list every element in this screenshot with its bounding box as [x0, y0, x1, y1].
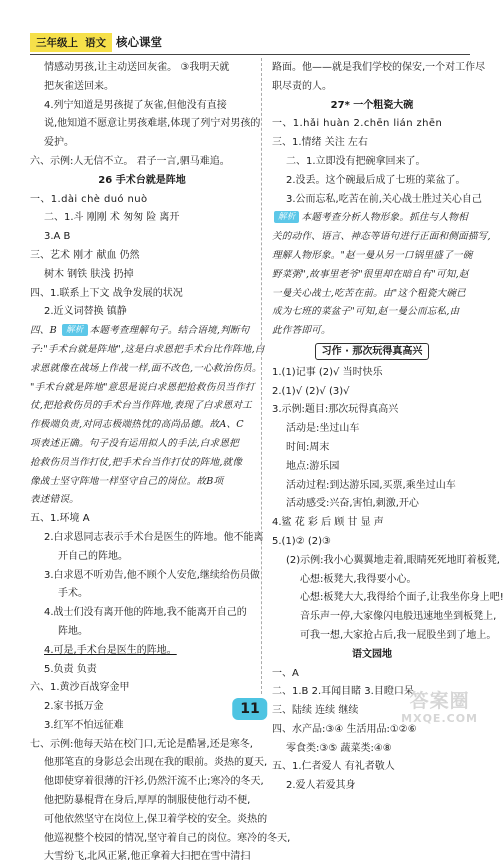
answer-line: 二、1.立即没有把碗拿回来了。 [286, 155, 426, 167]
answer-line: 四、B 解析 本题考查理解句子。结合语境,判断句 [30, 325, 250, 337]
answer-line: 子:"手术台就是阵地",这是白求恩把手术台比作阵地,白 [30, 343, 265, 355]
answer-line: 关的动作、语言、神态等语句进行正面和侧面描写, [272, 231, 491, 243]
answer-line: 大雪纷飞,北风正紧,他正拿着大扫把在雪中清扫 [44, 851, 251, 863]
answer-line: 项表述正确。句子没有运用拟人的手法,白求恩把 [30, 437, 239, 449]
answer-line: 他即使穿着很薄的汗衫,仍然汗流不止;寒冷的冬天, [44, 776, 264, 788]
answer-line: 理解人物形象。"赵一曼从另一口锅里盛了一碗 [272, 249, 473, 261]
answer-line: 4.列宁知道是男孩捉了灰雀,但他没有直接 [44, 99, 227, 111]
answer-line: 活动是:坐过山车 [286, 423, 360, 435]
answer-line: 4.鲨 花 彩 后 顾 甘 显 声 [272, 517, 384, 529]
answer-line: 3.红军不怕远征难 [44, 719, 124, 731]
section-title: 语文园地 [352, 648, 392, 660]
answer-line: 三、艺术 刚才 献血 仍然 [30, 249, 140, 261]
answer-line: 3.A B [44, 231, 71, 243]
section-title: 27* 一个粗瓷大碗 [330, 99, 414, 111]
answer-line: 心想:板凳大大,我得给个面子,让我坐你身上吧! [300, 592, 504, 604]
answer-line: 开自己的阵地。 [58, 550, 128, 562]
analysis-tag: 解析 [274, 211, 299, 223]
analysis-tag: 解析 [62, 324, 87, 336]
answer-line: 阵地。 [58, 625, 88, 637]
header-subject: 语文 [83, 33, 112, 52]
answer-line: 此作答即可。 [272, 325, 331, 337]
answer-line: 二、1.斗 刚刚 术 匆匆 险 离开 [44, 212, 180, 224]
answer-line: 3.示例:题目:那次玩得真高兴 [272, 404, 399, 416]
answer-line: 地点:游乐园 [286, 460, 340, 472]
answer-line: 四、1.联系上下文 战争发展的状况 [30, 287, 183, 299]
answer-line: 情感动男孩,让主动送回灰雀。 ③我明天就 [44, 62, 230, 73]
answer-line: 零食类:③⑤ 蔬菜类:④⑧ [286, 742, 392, 754]
header-grade: 三年级上 [30, 33, 84, 52]
answer-line: 2.没丢。这个碗最后成了七班的菜盆了。 [286, 174, 466, 186]
answer-line: 4.可是,手术台是医生的阵地。 [44, 644, 177, 656]
answer-line: 3.白求恩不听劝告,他不顾个人安危,继续给伤员做 [44, 569, 260, 581]
answer-line: 2.(1)√ (2)√ (3)√ [272, 385, 350, 397]
section-title-box: 习作 · 那次玩得真高兴 [272, 343, 472, 362]
answer-line: "手术台就是阵地"意思是说白求恩把抢救伤员当作打 [30, 381, 255, 393]
answer-line: 野菜粥",故事里老爷"很里却在暗自有"可知,赵 [272, 268, 469, 280]
answer-line: 5.负责 负责 [44, 663, 97, 675]
answer-line: 树木 钢铁 肤浅 扔掉 [44, 268, 134, 280]
answer-line: 心想:板凳大,我得要小心。 [300, 573, 417, 585]
answer-line: 4.战士们没有离开他的阵地,我不能离开自己的 [44, 607, 247, 619]
answer-line: 七、示例:他每天站在校门口,无论是酷暑,还是寒冬, [30, 738, 253, 750]
answer-line: 2.近义词替换 镇静 [44, 306, 127, 318]
answer-line: 一、1.dài chè duó nuò [30, 193, 148, 205]
header-rule [30, 54, 470, 55]
answer-line: 他把防暴棍背在身后,厚厚的制服使他行动不便, [44, 795, 251, 807]
answer-line: 手术。 [58, 588, 88, 600]
answer-line: 路面。他——就是我们学校的保安,一个对工作尽 [272, 62, 486, 73]
answer-line: 抢救伤员当作打仗,把手术台当作打仗的阵地,就像 [30, 456, 243, 468]
header-book: 核心课堂 [116, 35, 162, 49]
answer-line: 活动过程:到达游乐园,买票,乘坐过山车 [286, 479, 456, 491]
answer-line: 成为七班的菜盆子"可知,赵一曼公而忘私,由 [272, 306, 460, 318]
answer-line: 可他依然坚守在岗位上,保卫着学校的安全。炎热的 [44, 813, 268, 825]
answer-line: 六、1.黄沙百战穿金甲 [30, 682, 130, 694]
answer-line: 说,他知道不愿意让男孩难堪,体现了列宁对男孩的 [44, 118, 261, 130]
answer-line: 一、A [272, 667, 299, 679]
answer-line: 五、1.仁者爱人 有礼者敬人 [272, 761, 395, 773]
answer-line: 时间:周末 [286, 441, 330, 453]
right-column [272, 59, 504, 796]
answer-line: 作极端负责,对同志极端热忱的高尚品德。故A、C [30, 419, 244, 431]
answer-line: 可我一想,大家抢占后,我一屁股坐到了地上。 [300, 629, 497, 641]
column-divider [261, 58, 262, 694]
watermark-logo: 答案圈 MXQE.COM [401, 690, 478, 725]
answer-line: 二、1.B 2.耳闻目睹 3.目瞪口呆 [272, 686, 414, 698]
answer-line: 三、陆续 连续 继续 [272, 705, 359, 717]
answer-line: 5.(1)② (2)③ [272, 535, 331, 547]
answer-line: 解析 本题考查分析人物形象。抓住与人物相 [272, 209, 472, 228]
page-header [30, 31, 162, 53]
section-title: 26 手术台就是阵地 [98, 174, 186, 186]
answer-line: 把灰雀送回来。 [44, 80, 114, 92]
answer-line: 他那笔直的身影总会出现在我的眼前。炎热的夏天, [44, 757, 268, 769]
answer-line: 像战士坚守阵地一样坚守自己的岗位。故B项 [30, 475, 224, 487]
answer-line: 活动感受:兴奋,害怕,刺激,开心 [286, 498, 419, 510]
answer-line: 三、1.情绪 关注 左右 [272, 137, 368, 149]
answer-line: 2.白求恩同志表示手术台是医生的阵地。他不能离 [44, 531, 264, 543]
answer-line: (2)示例:我小心翼翼地走着,眼睛死死地盯着板凳, [286, 554, 500, 566]
answer-line: 职尽责的人。 [272, 80, 332, 92]
answer-line: 3.公而忘私,吃苦在前,关心战士胜过关心自己 [286, 193, 482, 205]
answer-line: 音乐声一停,大家像闪电般迅速地坐到板凳上, [300, 611, 497, 623]
answer-line: 五、1.环境 A [30, 513, 90, 525]
answer-line: 表述错误。 [30, 494, 79, 506]
answer-line: 他巡视整个校园的情况,坚守着自己的岗位。寒冷的冬天, [44, 832, 291, 844]
answer-line: 爱护。 [44, 137, 74, 149]
answer-line: 1.(1)记事 (2)√ 当时快乐 [272, 366, 383, 378]
answer-line: 四、水产品:③④ 生活用品:①②⑥ [272, 723, 417, 735]
answer-line: 仗,把抢救伤员的手术台当作阵地,表现了白求恩对工 [30, 400, 252, 412]
answer-line: 一、1.hǎi huàn 2.chēn lián zhēn [272, 118, 443, 130]
answer-line: 2.家书抵万金 [44, 701, 104, 713]
answer-line: 2.爱人若爱其身 [286, 780, 356, 792]
answer-line: 一曼关心战士,吃苦在前。由"这个粗瓷大碗已 [272, 287, 466, 299]
answer-line: 六、示例:人无信不立。 君子一言,驷马难追。 [30, 155, 230, 167]
answer-line: 求恩就像在战场上作战一样,面不改色,一心救治伤员。 [30, 362, 262, 374]
page-number: 11 [232, 698, 267, 720]
